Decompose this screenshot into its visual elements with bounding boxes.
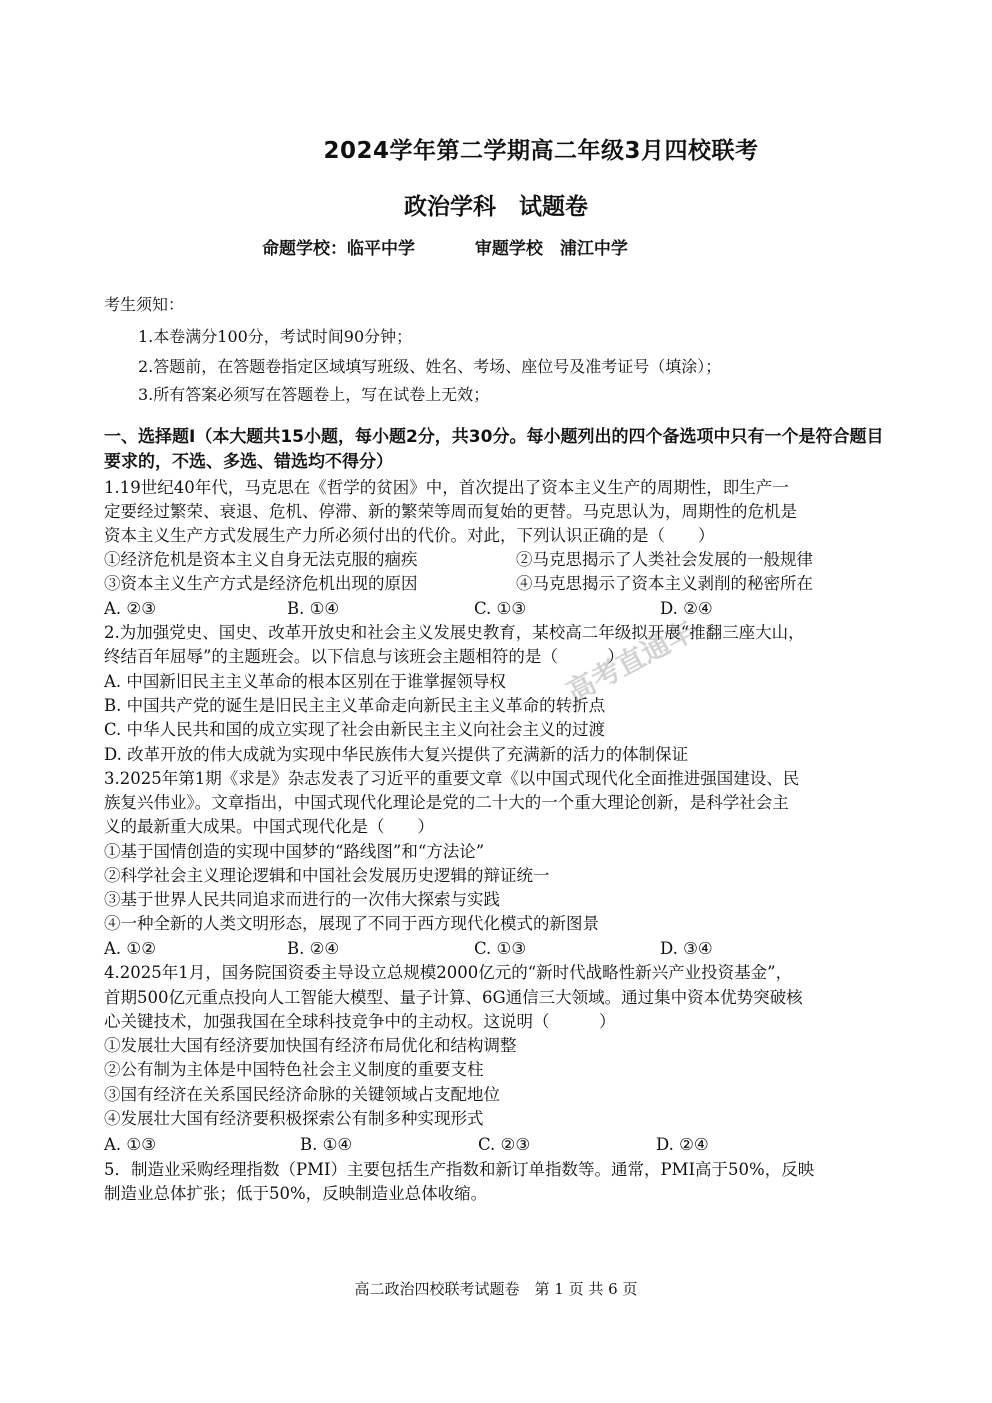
q4-line: 首期500亿元重点投向人工智能大模型、量子计算、6G通信三大领域。通过集中资本优势突破核: [104, 988, 803, 1007]
notice-item: 1.本卷满分100分，考试时间90分钟；: [138, 327, 413, 346]
q4-line: 4.2025年1月，国务院国资委主导设立总规模2000亿元的“新时代战略性新兴产业投资基金”，: [104, 963, 793, 982]
notice-heading: 考生须知：: [104, 295, 185, 314]
watermark: 高考直通车: [561, 613, 701, 709]
q1-option-b: B. ①④: [287, 599, 340, 618]
q3-statement: ④一种全新的人类文明形态，展现了不同于西方现代化模式的新图景: [104, 914, 599, 933]
q3-line: 义的最新重大成果。中国式现代化是（ ）: [104, 817, 434, 836]
q1-statement: ①经济危机是资本主义自身无法克服的痼疾: [104, 550, 418, 569]
school-info: [262, 234, 628, 259]
q3-statement: ②科学社会主义理论逻辑和中国社会发展历史逻辑的辩证统一: [104, 866, 550, 885]
q2-option-b: B. 中国共产党的诞生是旧民主主义革命走向新民主主义革命的转折点: [104, 696, 606, 715]
setter-school: 命题学校：临平中学: [262, 239, 415, 259]
q2-line: 终结百年屈辱”的主题班会。以下信息与该班会主题相符的是（ ）: [104, 647, 624, 666]
reviewer-school: 审题学校 浦江中学: [474, 239, 628, 259]
q1-statement: ②马克思揭示了人类社会发展的一般规律: [516, 550, 813, 569]
q1-option-d: D. ②④: [660, 599, 713, 618]
notice-item: 2.答题前，在答题卷指定区域填写班级、姓名、考场、座位号及准考证号（填涂）；: [138, 357, 722, 376]
q1-option-c: C. ①③: [474, 599, 527, 618]
q3-option-a: A. ①②: [104, 939, 156, 958]
q3-option-c: C. ①③: [474, 939, 527, 958]
q2-option-a: A. 中国新旧民主主义革命的根本区别在于谁掌握领导权: [104, 672, 506, 691]
exam-title: 2024学年第二学期高二年级3月四校联考: [323, 138, 759, 164]
q3-statement: ③基于世界人民共同追求而进行的一次伟大探索与实践: [104, 890, 500, 909]
q4-option-a: A. ①③: [104, 1135, 156, 1154]
q4-option-c: C. ②③: [478, 1135, 531, 1154]
q4-statement: ③国有经济在关系国民经济命脉的关键领域占支配地位: [104, 1085, 500, 1104]
q3-option-d: D. ③④: [660, 939, 713, 958]
q4-option-d: D. ②④: [656, 1135, 709, 1154]
q4-option-b: B. ①④: [300, 1135, 353, 1154]
q3-statement: ①基于国情创造的实现中国梦的“路线图”和“方法论”: [104, 842, 485, 861]
notice-item: 3.所有答案必须写在答题卷上，写在试卷上无效；: [138, 385, 490, 404]
q1-line: 1.19世纪40年代，马克思在《哲学的贫困》中，首次提出了资本主义生产的周期性，即生产一: [104, 478, 789, 497]
q1-statement: ③资本主义生产方式是经济危机出现的原因: [104, 574, 418, 593]
q1-line: 资本主义生产方式发展生产力所必须付出的代价。对此，下列认识正确的是（ ）: [104, 526, 715, 545]
page-footer: 高二政治四校联考试题卷 第 1 页 共 6 页: [354, 1280, 638, 1298]
q5-line: 制造业总体扩张；低于50%，反映制造业总体收缩。: [104, 1184, 488, 1203]
q1-option-a: A. ②③: [104, 599, 156, 618]
q2-option-c: C. 中华人民共和国的成立实现了社会由新民主主义向社会主义的过渡: [104, 720, 606, 739]
q2-line: 2.为加强党史、国史、改革开放史和社会主义发展史教育，某校高二年级拟开展“推翻三座大山，: [104, 623, 805, 642]
q4-statement: ②公有制为主体是中国特色社会主义制度的重要支柱: [104, 1060, 484, 1079]
q2-option-d: D. 改革开放的伟大成就为实现中华民族伟大复兴提供了充满新的活力的体制保证: [104, 745, 689, 764]
q4-statement: ④发展壮大国有经济要积极探索公有制多种实现形式: [104, 1109, 484, 1128]
exam-subtitle: 政治学科 试题卷: [404, 194, 588, 220]
q1-line: 定要经过繁荣、衰退、危机、停滞、新的繁荣等周而复始的更替。马克思认为，周期性的危机是: [104, 502, 797, 521]
q4-statement: ①发展壮大国有经济要加快国有经济布局优化和结构调整: [104, 1036, 517, 1055]
section-heading: 一、选择题Ⅰ（本大题共15小题，每小题2分，共30分。每小题列出的四个备选项中只有一个是符合题目要求的，不选、多选、错选均不得分）: [104, 427, 884, 472]
q3-line: 3.2025年第1期《求是》杂志发表了习近平的重要文章《以中国式现代化全面推进强国建设、民: [104, 769, 800, 788]
q1-statement: ④马克思揭示了资本主义剥削的秘密所在: [516, 574, 813, 593]
q5-line: 5．制造业采购经理指数（PMI）主要包括生产指数和新订单指数等。通常，PMI高于50%，反映: [104, 1160, 815, 1179]
q3-option-b: B. ②④: [287, 939, 340, 958]
q3-line: 族复兴伟业》。文章指出，中国式现代化理论是党的二十大的一个重大理论创新，是科学社会主: [104, 793, 789, 812]
q4-line: 心关键技术，加强我国在全球科技竞争中的主动权。这说明（ ）: [104, 1012, 616, 1031]
